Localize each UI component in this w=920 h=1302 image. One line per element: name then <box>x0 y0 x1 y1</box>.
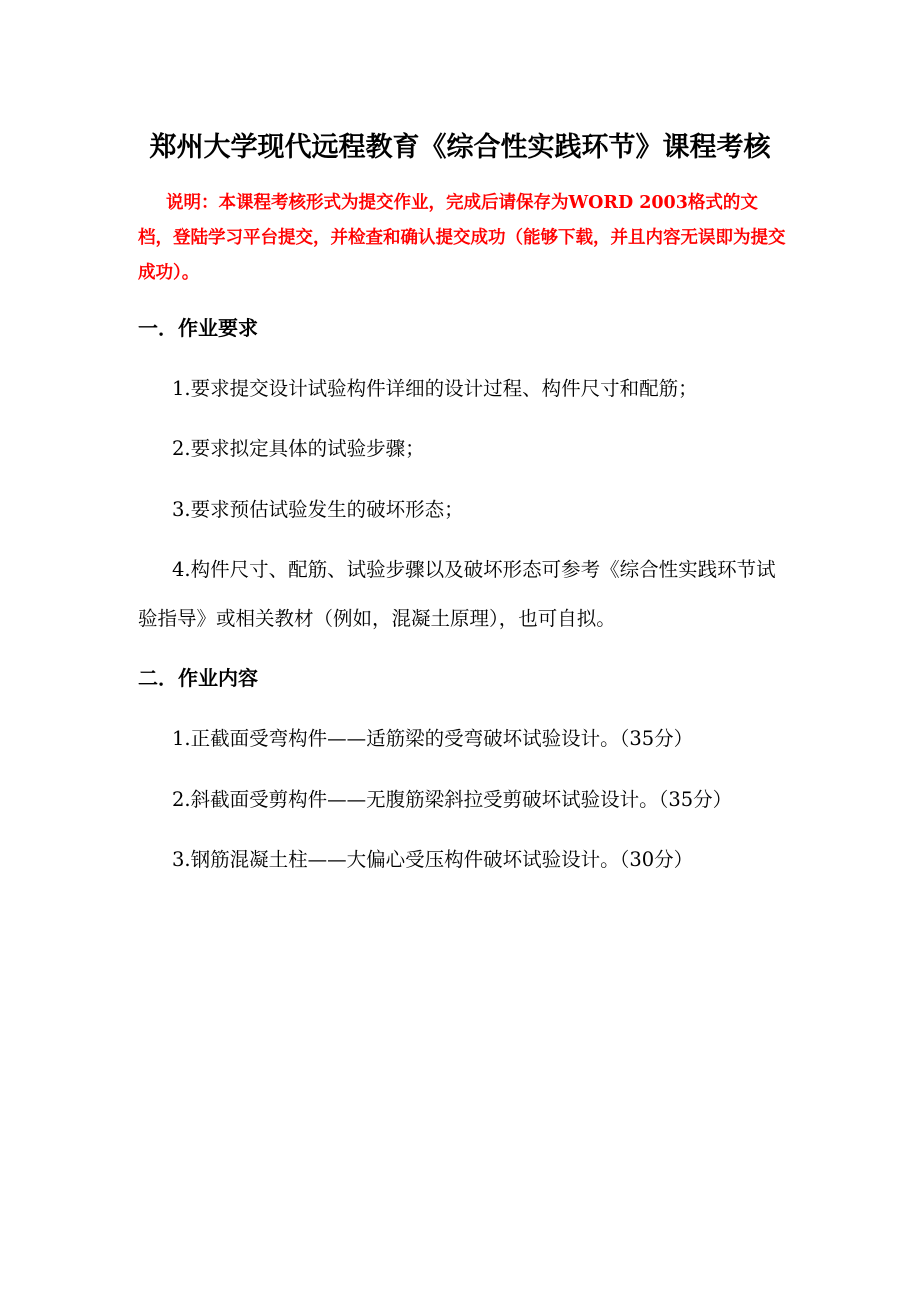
content-item-3: 3.钢筋混凝土柱——大偏心受压构件破坏试验设计。（30分） <box>172 848 694 871</box>
requirement-item-4: 4.构件尺寸、配筋、试验步骤以及破坏形态可参考《综合性实践环节试验指导》或相关教材（例如，混凝土原理），也可自拟。 <box>138 558 776 630</box>
requirement-item-3: 3.要求预估试验发生的破坏形态； <box>172 498 464 521</box>
document-title: 郑州大学现代远程教育《综合性实践环节》课程考核 <box>149 132 771 163</box>
section-heading-requirements: 一．作业要求 <box>138 316 258 340</box>
requirement-item-1: 1.要求提交设计试验构件详细的设计过程、构件尺寸和配筋； <box>172 377 698 400</box>
section-heading-content: 二．作业内容 <box>138 666 258 690</box>
content-item-2: 2.斜截面受剪构件——无腹筋梁斜拉受剪破坏试验设计。（35分） <box>172 788 733 811</box>
instruction-note: 说明：本课程考核形式为提交作业，完成后请保存为WORD 2003格式的文档，登陆学习平台提交，并检查和确认提交成功（能够下载，并且内容无误即为提交成功）。 <box>138 193 786 283</box>
content-item-1: 1.正截面受弯构件——适筋梁的受弯破坏试验设计。（35分） <box>172 727 694 750</box>
requirement-item-2: 2.要求拟定具体的试验步骤； <box>172 437 425 460</box>
